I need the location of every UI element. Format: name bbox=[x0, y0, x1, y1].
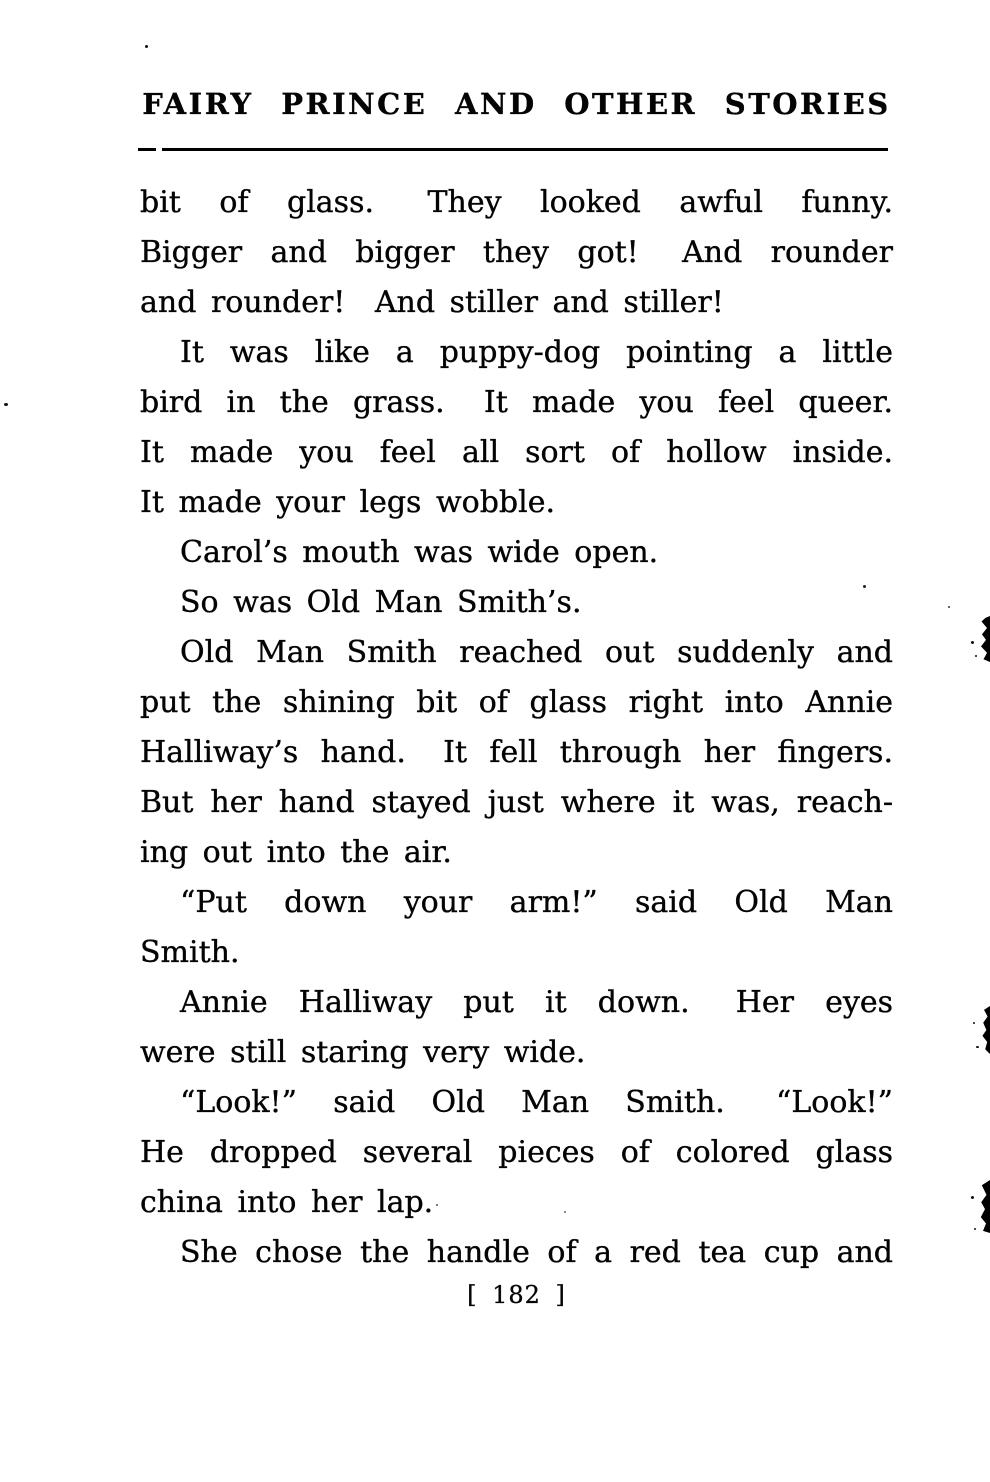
text-line: But her hand stayed just where it was, reach- bbox=[140, 785, 893, 820]
text-line: Annie Halliway put it down. Her eyes bbox=[180, 985, 893, 1020]
header-rule bbox=[138, 148, 888, 151]
text-line: She chose the handle of a red tea cup and bbox=[180, 1235, 893, 1270]
ink-speck bbox=[976, 1046, 979, 1048]
text-line: and rounder! And stiller and stiller! bbox=[140, 285, 724, 320]
text-line: put the shining bit of glass right into Annie bbox=[140, 685, 893, 720]
ink-smudge bbox=[980, 1180, 990, 1233]
ink-speck bbox=[564, 1211, 566, 1213]
text-line: It made you feel all sort of hollow inside. bbox=[140, 435, 893, 470]
text-line: It made your legs wobble. bbox=[140, 485, 555, 520]
text-line: china into her lap. bbox=[140, 1185, 434, 1220]
text-line: were still staring very wide. bbox=[140, 1035, 586, 1070]
text-line: So was Old Man Smith’s. bbox=[180, 585, 582, 620]
text-line: He dropped several pieces of colored glass bbox=[140, 1135, 893, 1170]
text-line: It was like a puppy-dog pointing a little bbox=[180, 335, 893, 370]
text-line: ing out into the air. bbox=[140, 835, 452, 870]
page-body bbox=[140, 178, 893, 1278]
page-number: [ 182 ] bbox=[467, 1281, 566, 1309]
text-line: “Look!” said Old Man Smith. “Look!” bbox=[180, 1085, 893, 1120]
text-line: Carol’s mouth was wide open. bbox=[180, 535, 659, 570]
text-line: bit of glass. They looked awful funny. bbox=[140, 185, 893, 220]
ink-speck bbox=[971, 1196, 974, 1199]
ink-speck bbox=[975, 655, 977, 657]
ink-speck bbox=[974, 1228, 976, 1230]
ink-smudge bbox=[982, 1006, 990, 1054]
ink-smudge bbox=[980, 616, 990, 662]
ink-speck bbox=[145, 45, 148, 48]
ink-speck bbox=[4, 403, 8, 406]
ink-speck bbox=[436, 1204, 438, 1206]
text-line: Bigger and bigger they got! And rounder bbox=[140, 235, 893, 270]
text-line: Smith. bbox=[140, 935, 240, 970]
text-line: “Put down your arm!” said Old Man bbox=[180, 885, 893, 920]
text-line: bird in the grass. It made you feel queer. bbox=[140, 385, 893, 420]
running-head: FAIRY PRINCE AND OTHER STORIES bbox=[142, 87, 891, 121]
ink-speck bbox=[948, 606, 950, 608]
ink-speck bbox=[973, 1022, 975, 1024]
text-line: Old Man Smith reached out suddenly and bbox=[180, 635, 893, 670]
text-line: Halliway’s hand. It fell through her fingers. bbox=[140, 735, 893, 770]
ink-speck bbox=[863, 585, 866, 588]
ink-speck bbox=[971, 641, 974, 644]
